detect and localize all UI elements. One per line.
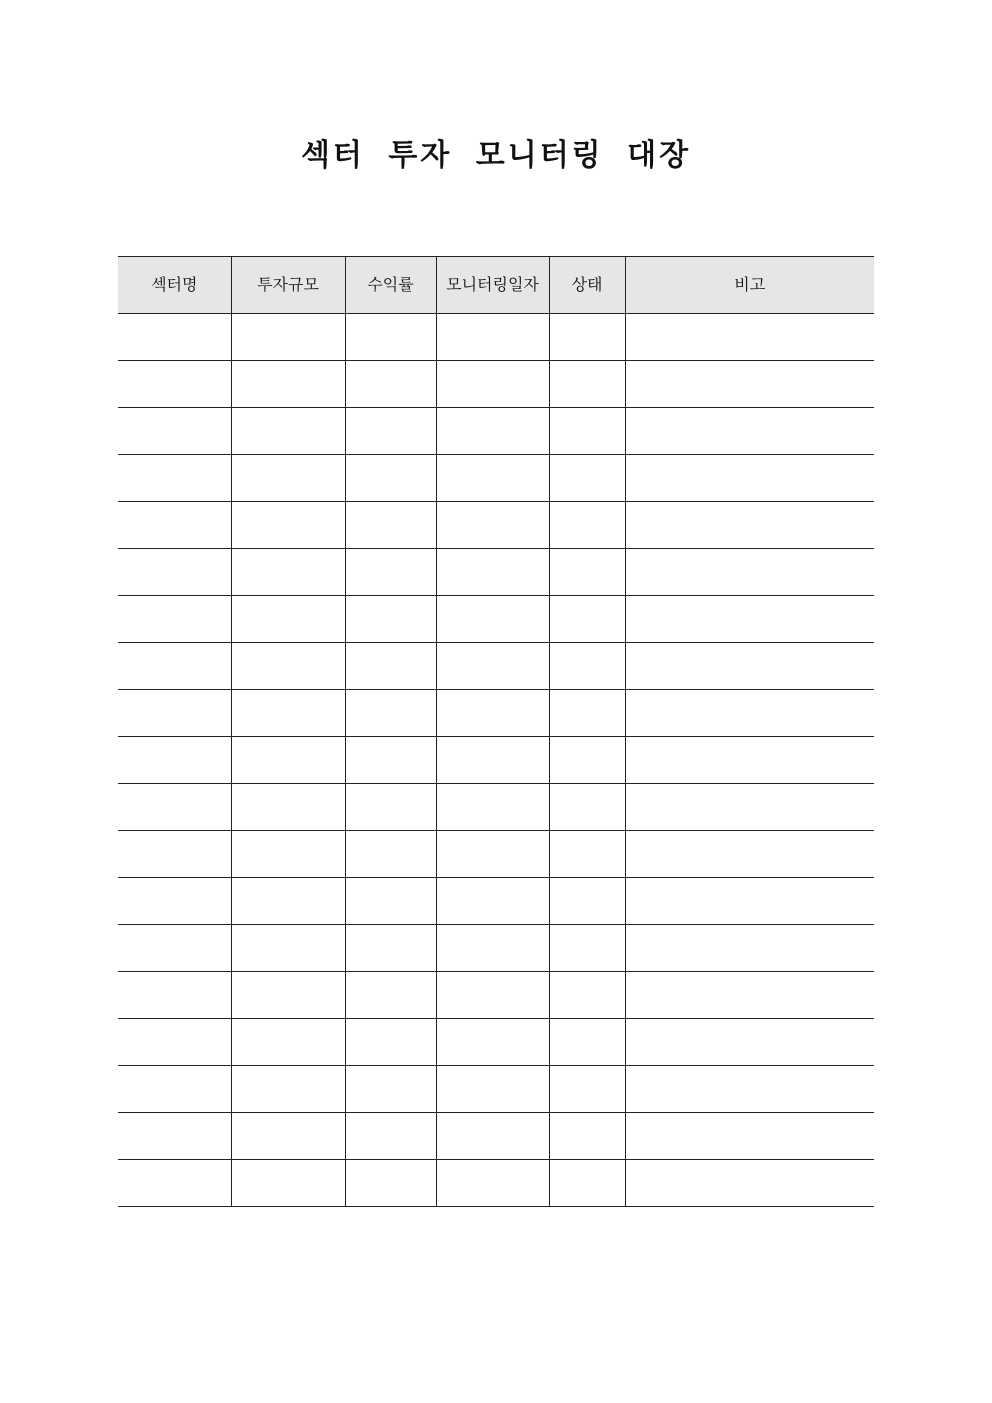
table-row	[118, 925, 874, 972]
return-rate-cell[interactable]	[345, 831, 436, 878]
page-title: 섹터 투자 모니터링 대장	[300, 138, 692, 173]
status-cell[interactable]	[549, 1066, 625, 1113]
status-cell[interactable]	[549, 1113, 625, 1160]
status-cell[interactable]	[549, 690, 625, 737]
header-status: 상태	[549, 257, 625, 314]
remarks-cell[interactable]	[625, 878, 874, 925]
monitoring-date-cell[interactable]	[436, 596, 549, 643]
investment-size-cell[interactable]	[231, 1160, 345, 1207]
monitoring-date-cell[interactable]	[436, 502, 549, 549]
sector-name-cell[interactable]	[118, 549, 231, 596]
status-cell[interactable]	[549, 831, 625, 878]
monitoring-date-cell[interactable]	[436, 831, 549, 878]
monitoring-date-cell[interactable]	[436, 972, 549, 1019]
remarks-cell[interactable]	[625, 690, 874, 737]
remarks-cell[interactable]	[625, 643, 874, 690]
remarks-cell[interactable]	[625, 596, 874, 643]
investment-size-cell[interactable]	[231, 1019, 345, 1066]
monitoring-date-cell[interactable]	[436, 408, 549, 455]
monitoring-date-cell[interactable]	[436, 361, 549, 408]
sector-name-cell[interactable]	[118, 690, 231, 737]
investment-size-cell[interactable]	[231, 455, 345, 502]
monitoring-date-cell[interactable]	[436, 737, 549, 784]
investment-size-cell[interactable]	[231, 972, 345, 1019]
investment-size-cell[interactable]	[231, 502, 345, 549]
table-row	[118, 1066, 874, 1113]
status-cell[interactable]	[549, 1160, 625, 1207]
return-rate-cell[interactable]	[345, 1019, 436, 1066]
return-rate-cell[interactable]	[345, 314, 436, 361]
table-body	[118, 314, 874, 1207]
remarks-cell[interactable]	[625, 972, 874, 1019]
sector-name-cell[interactable]	[118, 408, 231, 455]
table-row	[118, 408, 874, 455]
remarks-cell[interactable]	[625, 502, 874, 549]
status-cell[interactable]	[549, 502, 625, 549]
sector-name-cell[interactable]	[118, 1066, 231, 1113]
return-rate-cell[interactable]	[345, 549, 436, 596]
investment-size-cell[interactable]	[231, 690, 345, 737]
monitoring-date-cell[interactable]	[436, 455, 549, 502]
investment-size-cell[interactable]	[231, 361, 345, 408]
return-rate-cell[interactable]	[345, 925, 436, 972]
status-cell[interactable]	[549, 737, 625, 784]
table-row	[118, 784, 874, 831]
header-remarks: 비고	[625, 257, 874, 314]
monitoring-date-cell[interactable]	[436, 314, 549, 361]
investment-size-cell[interactable]	[231, 1066, 345, 1113]
sector-name-cell[interactable]	[118, 831, 231, 878]
status-cell[interactable]	[549, 878, 625, 925]
remarks-cell[interactable]	[625, 1160, 874, 1207]
header-monitoring-date: 모니터링일자	[436, 257, 549, 314]
return-rate-cell[interactable]	[345, 643, 436, 690]
table-row	[118, 1019, 874, 1066]
return-rate-cell[interactable]	[345, 1160, 436, 1207]
monitoring-date-cell[interactable]	[436, 643, 549, 690]
return-rate-cell[interactable]	[345, 1066, 436, 1113]
monitoring-ledger-table	[118, 256, 874, 1207]
return-rate-cell[interactable]	[345, 361, 436, 408]
investment-size-cell[interactable]	[231, 878, 345, 925]
investment-size-cell[interactable]	[231, 784, 345, 831]
remarks-cell[interactable]	[625, 549, 874, 596]
monitoring-date-cell[interactable]	[436, 878, 549, 925]
status-cell[interactable]	[549, 925, 625, 972]
table-row	[118, 831, 874, 878]
return-rate-cell[interactable]	[345, 1113, 436, 1160]
investment-size-cell[interactable]	[231, 643, 345, 690]
table-row	[118, 972, 874, 1019]
investment-size-cell[interactable]	[231, 408, 345, 455]
remarks-cell[interactable]	[625, 925, 874, 972]
sector-name-cell[interactable]	[118, 737, 231, 784]
monitoring-date-cell[interactable]	[436, 1113, 549, 1160]
sector-name-cell[interactable]	[118, 1113, 231, 1160]
table-row	[118, 1113, 874, 1160]
investment-size-cell[interactable]	[231, 737, 345, 784]
sector-name-cell[interactable]	[118, 784, 231, 831]
status-cell[interactable]	[549, 408, 625, 455]
status-cell[interactable]	[549, 455, 625, 502]
investment-size-cell[interactable]	[231, 549, 345, 596]
sector-name-cell[interactable]	[118, 596, 231, 643]
status-cell[interactable]	[549, 549, 625, 596]
monitoring-date-cell[interactable]	[436, 1066, 549, 1113]
return-rate-cell[interactable]	[345, 408, 436, 455]
status-cell[interactable]	[549, 784, 625, 831]
monitoring-date-cell[interactable]	[436, 1160, 549, 1207]
remarks-cell[interactable]	[625, 408, 874, 455]
remarks-cell[interactable]	[625, 1019, 874, 1066]
table-row	[118, 455, 874, 502]
monitoring-date-cell[interactable]	[436, 925, 549, 972]
table-row	[118, 314, 874, 361]
table-row	[118, 1160, 874, 1207]
investment-size-cell[interactable]	[231, 925, 345, 972]
return-rate-cell[interactable]	[345, 455, 436, 502]
remarks-cell[interactable]	[625, 1113, 874, 1160]
sector-name-cell[interactable]	[118, 925, 231, 972]
return-rate-cell[interactable]	[345, 878, 436, 925]
investment-size-cell[interactable]	[231, 596, 345, 643]
table-row	[118, 737, 874, 784]
sector-name-cell[interactable]	[118, 972, 231, 1019]
remarks-cell[interactable]	[625, 737, 874, 784]
header-investment-size: 투자규모	[231, 257, 345, 314]
table-row	[118, 596, 874, 643]
remarks-cell[interactable]	[625, 455, 874, 502]
header-sector-name: 섹터명	[118, 257, 231, 314]
remarks-cell[interactable]	[625, 314, 874, 361]
sector-name-cell[interactable]	[118, 502, 231, 549]
remarks-cell[interactable]	[625, 1066, 874, 1113]
remarks-cell[interactable]	[625, 784, 874, 831]
header-return-rate: 수익률	[345, 257, 436, 314]
sector-name-cell[interactable]	[118, 455, 231, 502]
header-row	[118, 257, 874, 314]
investment-size-cell[interactable]	[231, 1113, 345, 1160]
monitoring-date-cell[interactable]	[436, 784, 549, 831]
return-rate-cell[interactable]	[345, 690, 436, 737]
sector-name-cell[interactable]	[118, 643, 231, 690]
status-cell[interactable]	[549, 972, 625, 1019]
status-cell[interactable]	[549, 1019, 625, 1066]
return-rate-cell[interactable]	[345, 784, 436, 831]
return-rate-cell[interactable]	[345, 972, 436, 1019]
return-rate-cell[interactable]	[345, 502, 436, 549]
status-cell[interactable]	[549, 596, 625, 643]
monitoring-date-cell[interactable]	[436, 549, 549, 596]
monitoring-date-cell[interactable]	[436, 1019, 549, 1066]
table-row	[118, 643, 874, 690]
investment-size-cell[interactable]	[231, 314, 345, 361]
investment-size-cell[interactable]	[231, 831, 345, 878]
status-cell[interactable]	[549, 643, 625, 690]
return-rate-cell[interactable]	[345, 737, 436, 784]
sector-name-cell[interactable]	[118, 1019, 231, 1066]
table-row	[118, 878, 874, 925]
sector-name-cell[interactable]	[118, 361, 231, 408]
sector-name-cell[interactable]	[118, 878, 231, 925]
table-row	[118, 361, 874, 408]
sector-name-cell[interactable]	[118, 314, 231, 361]
table-row	[118, 690, 874, 737]
table-row	[118, 502, 874, 549]
status-cell[interactable]	[549, 314, 625, 361]
remarks-cell[interactable]	[625, 361, 874, 408]
monitoring-date-cell[interactable]	[436, 690, 549, 737]
table-row	[118, 549, 874, 596]
status-cell[interactable]	[549, 361, 625, 408]
remarks-cell[interactable]	[625, 831, 874, 878]
return-rate-cell[interactable]	[345, 596, 436, 643]
sector-name-cell[interactable]	[118, 1160, 231, 1207]
